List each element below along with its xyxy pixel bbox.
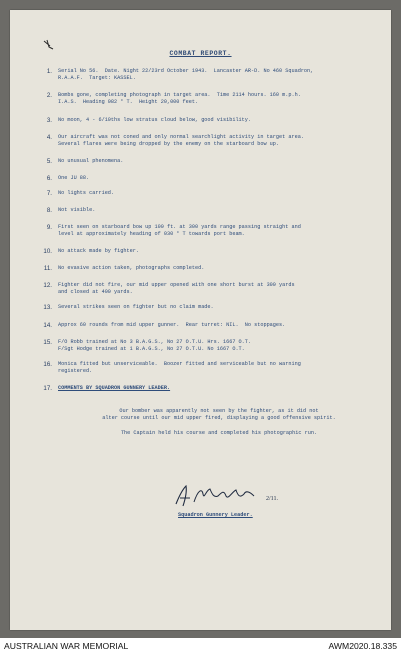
item-text: Approx 60 rounds from mid upper gunner. Rear turret: NIL. No stoppages. (58, 322, 286, 328)
item-text: F/O Robb trained at No 3 B.A.G.S., No 27 O.T.U. Hrs. 1667 O.T. F/Sgt Hodge trained at 1 B.A.G.S., No 27 O.T.U. No 1667 O.T. (58, 339, 252, 352)
item-text: One JU 88. (58, 175, 90, 181)
item-number: 15. (43, 339, 52, 346)
footer-institution: AUSTRALIAN WAR MEMORIAL (4, 641, 129, 651)
item-number: 6. (46, 175, 52, 182)
item-text: First seen on starboard bow up 100 ft. at 300 yards range passing straight and level at approximately heading of 030 ° T towards port beam. (58, 224, 301, 237)
item-number: 4. (46, 134, 52, 141)
footer-accession-number: AWM2020.18.335 (328, 641, 397, 651)
handwritten-signature (170, 480, 260, 510)
item-text: Not visible. (58, 207, 96, 213)
item-number: 17. (43, 385, 52, 392)
item-number: 12. (43, 282, 52, 289)
item-number: 9. (46, 224, 52, 231)
item-number: 13. (43, 304, 52, 311)
item-text: No attack made by fighter. (58, 248, 139, 254)
item-text: COMMENTS BY SQUADRON GUNNERY LEADER. (58, 385, 171, 391)
document-sheet (10, 10, 391, 630)
item-number: 16. (43, 361, 52, 368)
item-text: Serial No 56. Date. Night 22/23rd October 1943. Lancaster AR-D. No 460 Squadron, R.A.A.F. Target: KASSEL. (58, 68, 314, 81)
item-number: 5. (46, 158, 52, 165)
item-text: Monica fitted but unserviceable. Boozer fitted and serviceable but no warning registered. (58, 361, 301, 374)
item-number: 11. (43, 265, 52, 272)
item-text: Our aircraft was not coned and only normal searchlight activity in target area. Several flares were being dropped by the enemy on the starboard bow up. (58, 134, 304, 147)
item-number: 8. (46, 207, 52, 214)
item-text: No lights carried. (58, 190, 115, 196)
item-text: No evasive action taken, photographs completed. (58, 265, 205, 271)
item-number: 3. (46, 117, 52, 124)
signature-title: Squadron Gunnery Leader. (178, 512, 253, 518)
footer-bar (0, 638, 401, 653)
item-number: 10. (43, 248, 52, 255)
item-text: No moon, 4 - 6/10ths low stratus cloud below, good visibility. (58, 117, 252, 123)
item-text: Fighter did not fire, our mid upper opened with one short burst at 300 yards and closed at 400 yards. (58, 282, 295, 295)
item-number: 2. (46, 92, 52, 99)
item-text: Several strikes seen on fighter but no claim made. (58, 304, 214, 310)
captain-comment: The Captain held his course and completed his photographic run. (120, 430, 318, 436)
signature-date: 2/11. (266, 496, 278, 502)
item-number: 1. (46, 68, 52, 75)
item-number: 7. (46, 190, 52, 197)
report-title: COMBAT REPORT. (169, 50, 232, 57)
item-number: 14. (43, 322, 52, 329)
gunnery-comment: Our bomber was apparently not seen by the fighter, as it did not alter course until our mid upper fired, displaying a good offensive spirit. (102, 408, 336, 421)
item-text: No unusual phenomena. (58, 158, 124, 164)
item-text: Bombs gone, completing photograph in target area. Time 2114 hours. 160 m.p.h. I.A.S. Heading 082 ° T. Height 20,000 feet. (58, 92, 301, 105)
